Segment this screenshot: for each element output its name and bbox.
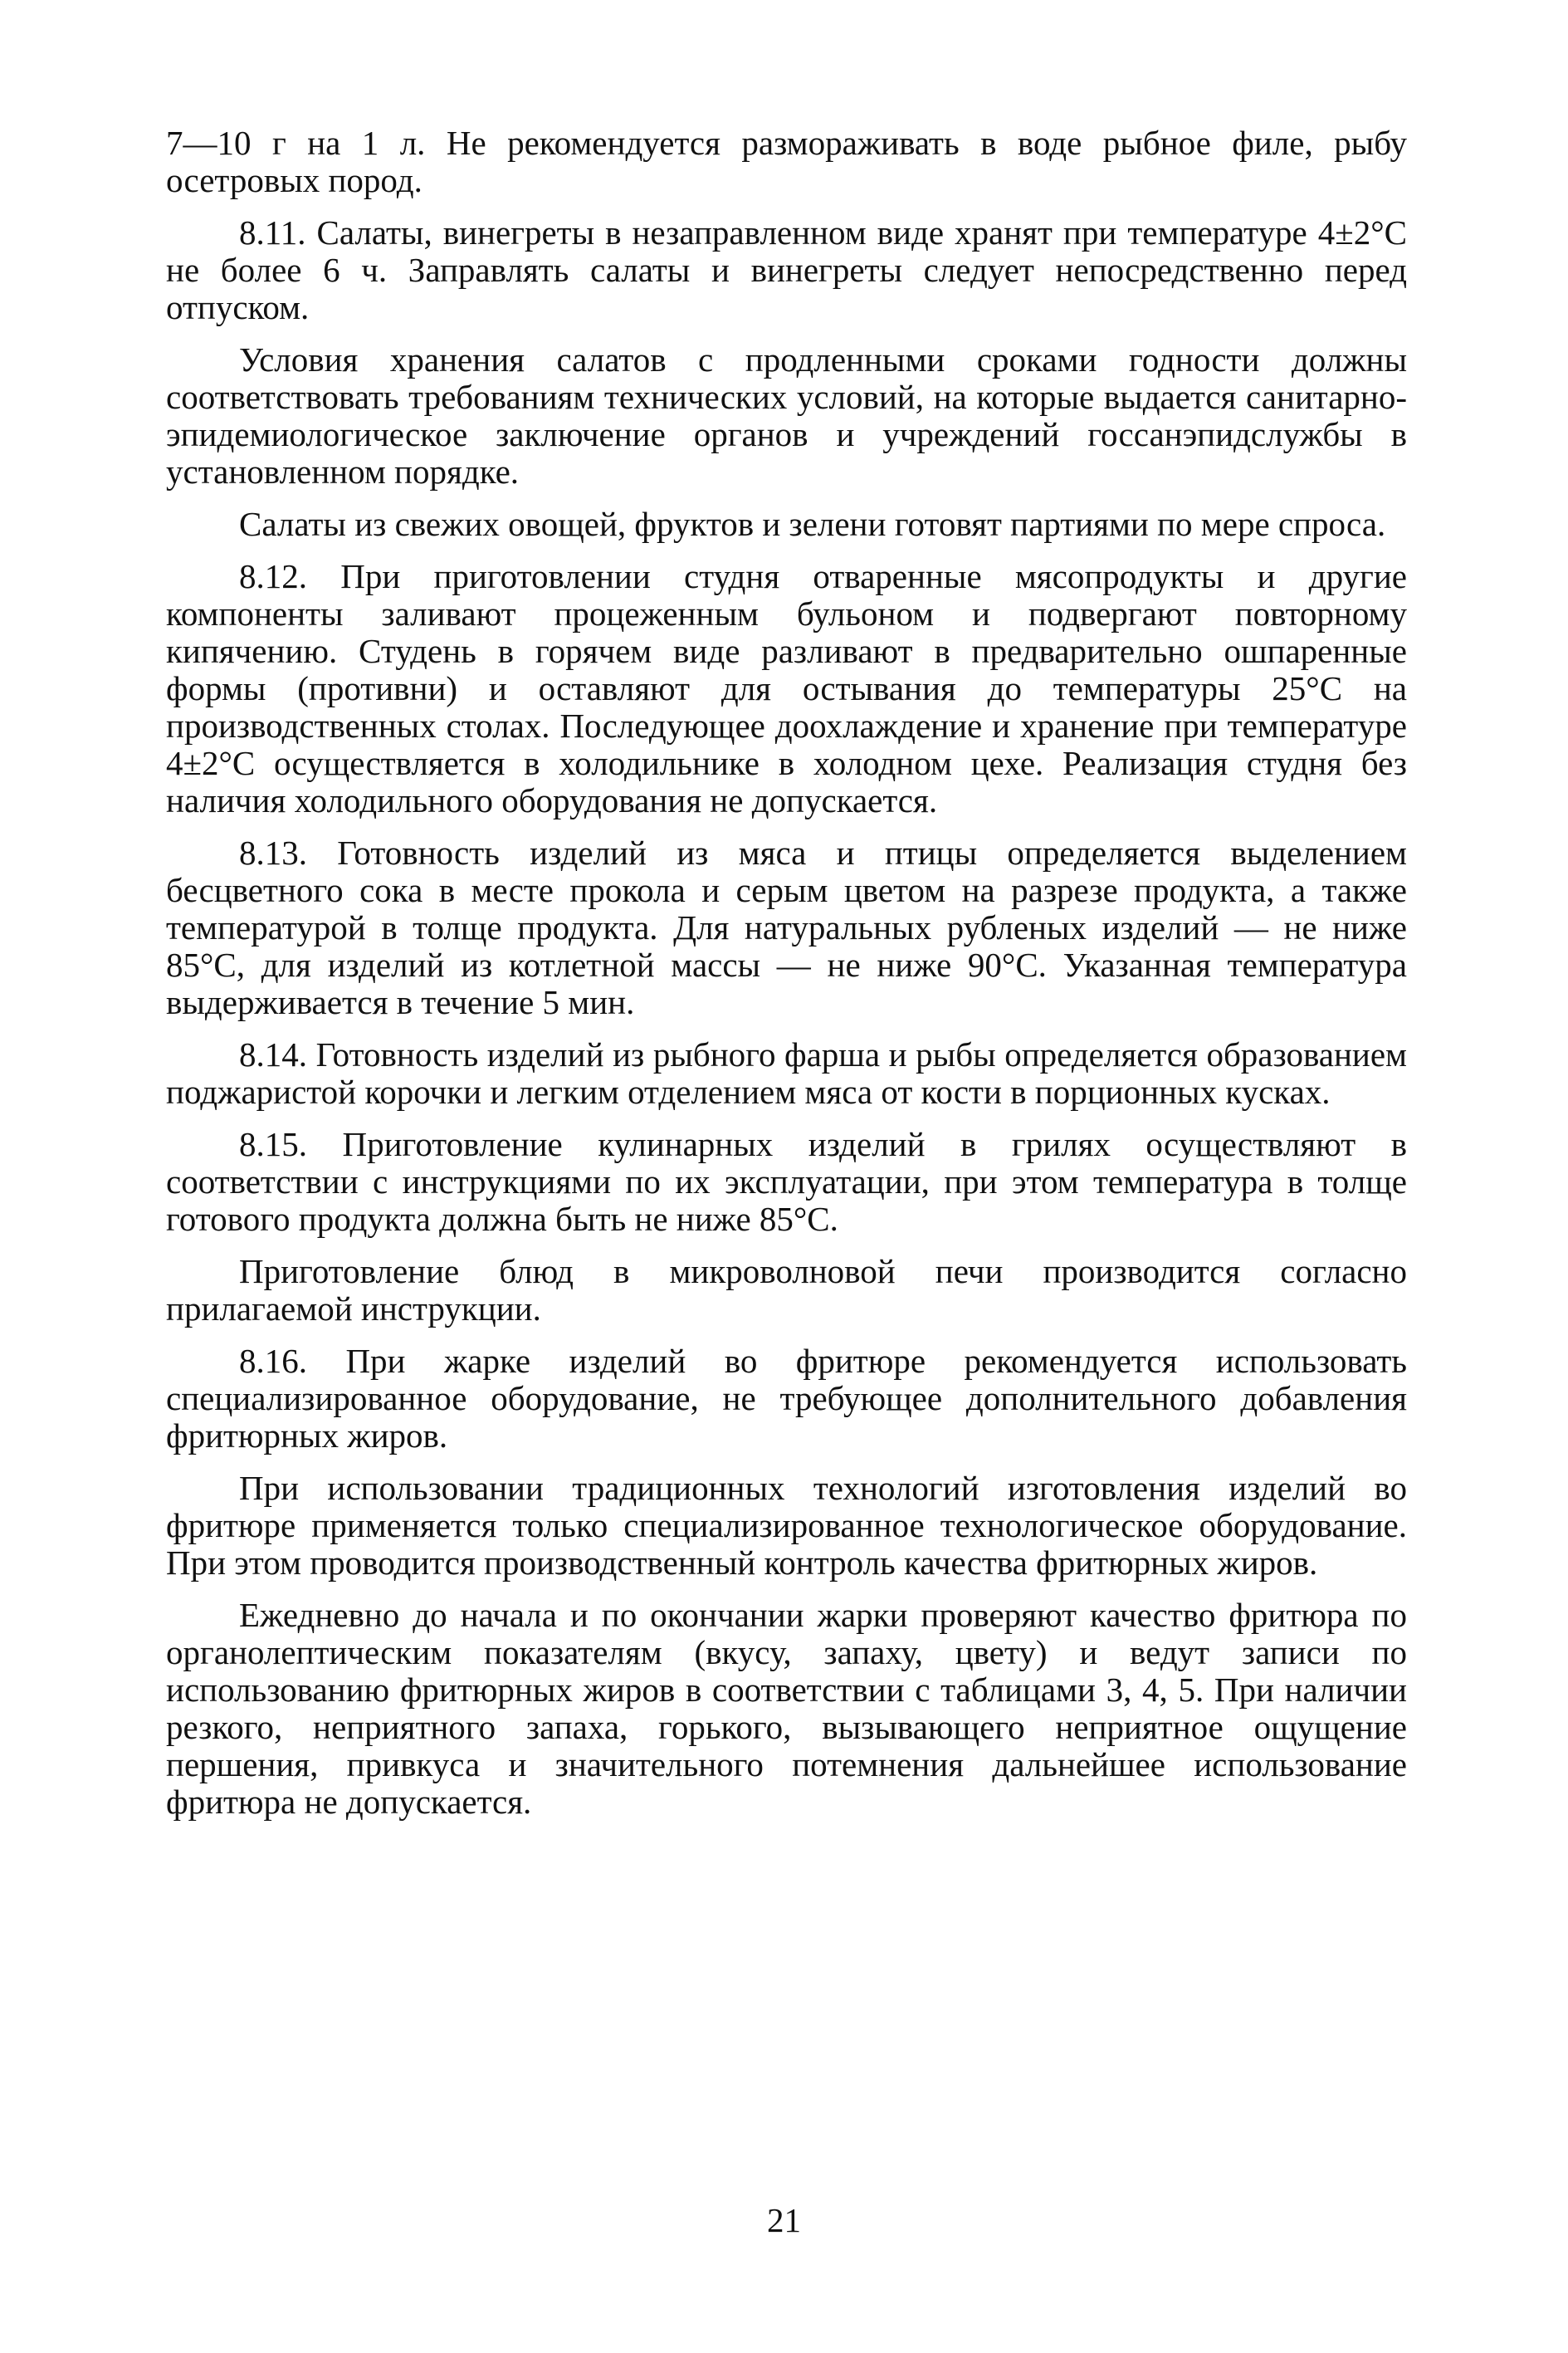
page-number: 21 <box>767 2201 801 2239</box>
paragraph-8-16: 8.16. При жарке изделий во фритюре рекомендуется использовать специализированное оборудование, не требующее дополнительного добавления фритюрных жиров. <box>166 1342 1407 1455</box>
paragraph-8-12: 8.12. При приготовлении студня отваренные мясопродукты и другие компоненты заливают процеженным бульоном и подвергают повторному кипячению. Студень в горячем виде разливают в предварительно ошпаренные формы (противни) и оставляют для остывания до температуры 25°С на производственных столах. Последующее доохлаждение и хранение при температуре 4±2°С осуществляется в холодильнике в холодном цехе. Реализация студня без наличия холодильного оборудования не допускается. <box>166 557 1407 819</box>
paragraph-fresh-salads: Салаты из свежих овощей, фруктов и зелени готовят партиями по мере спроса. <box>239 505 1386 543</box>
paragraph-8-13: 8.13. Готовность изделий из мяса и птицы определяется выделением бесцветного сока в месте прокола и серым цветом на разрезе продукта, а также температурой в толще продукта. Для натуральных рубленых изделий — не ниже 85°С, для изделий из котлетной массы — не ниже 90°С. Указанная температура выдерживается в течение 5 мин. <box>166 834 1407 1021</box>
paragraph-daily-frying-check: Ежедневно до начала и по окончании жарки проверяют качество фритюра по органолептическим показателям (вкусу, запаху, цвету) и ведут записи по использованию фритюрных жиров в соответствии с таблицами 3, 4, 5. При наличии резкого, неприятного запаха, горького, вызывающего неприятное ощущение першения, привкуса и значительного потемнения дальнейшее использование фритюра не допускается. <box>166 1596 1407 1821</box>
paragraph-8-14: 8.14. Готовность изделий из рыбного фарша и рыбы определяется образованием поджаристой корочки и легким отделением мяса от кости в порционных кусках. <box>166 1035 1407 1111</box>
paragraph-8-15: 8.15. Приготовление кулинарных изделий в грилях осуществляют в соответствии с инструкциями по их эксплуатации, при этом температура в толще готового продукта должна быть не ниже 85°С. <box>166 1125 1407 1238</box>
paragraph-traditional-frying: При использовании традиционных технологий изготовления изделий во фритюре применяется только специализированное технологическое оборудование. При этом проводится производственный контроль качества фритюрных жиров. <box>166 1469 1407 1582</box>
paragraph-salad-storage-conditions: Условия хранения салатов с продленными сроками годности должны соответствовать требованиям технических условий, на которые выдается санитарно-эпидемиологическое заключение органов и учреждений госсанэпидслужбы в установленном порядке. <box>166 340 1407 491</box>
paragraph-8-11: 8.11. Салаты, винегреты в незаправленном виде хранят при температуре 4±2°С не более 6 ч. Заправлять салаты и винегреты следует непосредственно перед отпуском. <box>166 213 1407 326</box>
paragraph-microwave: Приготовление блюд в микроволновой печи производится согласно прилагаемой инструкции. <box>166 1252 1407 1328</box>
page-body <box>166 125 1407 1836</box>
paragraph-continuation: 7—10 г на 1 л. Не рекомендуется размораживать в воде рыбное филе, рыбу осетровых пород. <box>166 124 1407 199</box>
